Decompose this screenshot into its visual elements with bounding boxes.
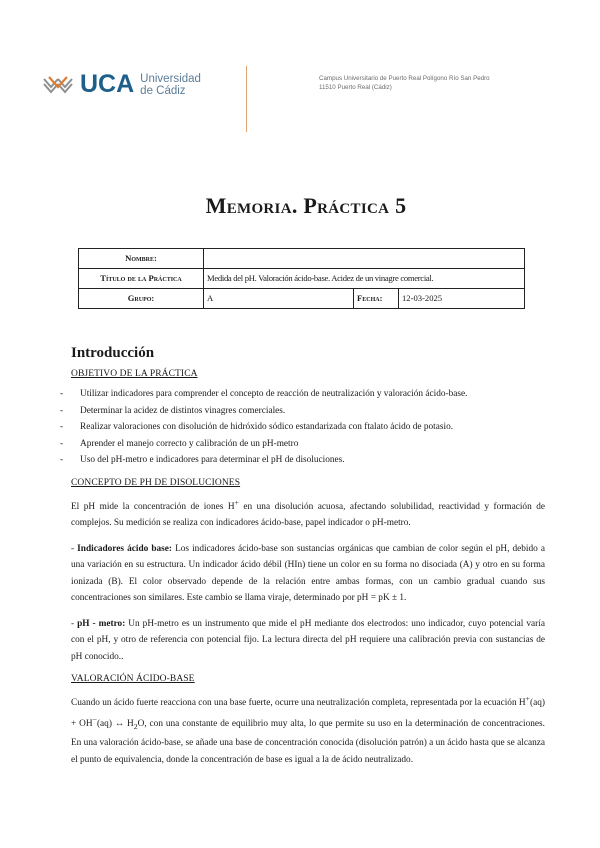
uca-wordmark: UCA (80, 70, 135, 98)
titulo-label: Título de la Práctica (79, 269, 204, 289)
fecha-value: 12-03-2025 (399, 289, 525, 309)
valoracion-paragraph: Cuando un ácido fuerte reacciona con una base fuerte, ocurre una neutralización completa, representada por la ecuación H+(aq) + OH−(aq) ↔ $H_2O$, con una constante de equilibrio muy alta, lo que permite su uso en la determinación de concentraciones. En una valoración ácido-base, se añade una base de concentración conocida (disolución patrón) a un ácido hasta que se alcanza el punto de equivalencia, donde la concentración de base es igual a la de ácido neutralizado. (71, 694, 545, 765)
list-item: - Determinar la acidez de distintos vinagres comerciales. (60, 405, 286, 416)
main-content (60, 345, 546, 777)
nombre-value (204, 249, 525, 269)
objetivos-list (60, 386, 545, 469)
table-row (79, 269, 525, 289)
header-divider (246, 66, 247, 132)
uca-emblem-icon (42, 73, 74, 97)
page-title: Memoria. Práctica 5 (205, 193, 407, 218)
info-table (78, 248, 525, 309)
list-item: - Uso del pH-metro e indicadores para determinar el pH de disoluciones. (60, 455, 345, 465)
grupo-value: A (204, 289, 354, 309)
page-header (42, 62, 562, 132)
titulo-value: Medida del pH. Valoración ácido-base. Acidez de un vinagre comercial. (204, 269, 525, 289)
phmetro-paragraph: - pH - metro: Un pH-metro es un instrumento que mide el pH mediante dos electrodos: uno indicador, cuyo potencial varía con el pH, y otro de referencia con potencial fijo. La lectura directa del pH requiere una calibración previa con sustancias de pH conocido.. (71, 618, 545, 662)
list-item: - Realizar valoraciones con disolución de hidróxido sódico estandarizada con ftalato ácido de potasio. (60, 422, 454, 432)
table-row (79, 249, 525, 269)
campus-address: Campus Universitario de Puerto Real Polígono Río San Pedro 11510 Puerto Real (Cádiz) (319, 75, 490, 91)
concepto-heading: CONCEPTO DE PH DE DISOLUCIONES (71, 477, 241, 488)
grupo-label: Grupo: (79, 289, 204, 309)
university-name: Universidad de Cádiz (140, 72, 201, 97)
uca-logo (42, 70, 201, 99)
intro-heading: Introducción (71, 345, 155, 361)
indicadores-paragraph: - Indicadores ácido base: Los indicadores ácido-base son sustancias orgánicas que cambian de color según el pH, debido a una variación en su estructura. Un indicador ácido débil (HIn) tiene un color en su forma no disociada (A) y otro en su forma ionizada (B). El color observado depende de la relación entre ambas formas, con un cambio gradual cuando sus concentraciones son similares. Este cambio se llama viraje, determinado por pH = pK ± 1. (71, 543, 546, 604)
objetivo-heading: OBJETIVO DE LA PRÁCTICA (71, 369, 198, 379)
table-row (79, 289, 525, 309)
fecha-label: Fecha: (354, 289, 399, 309)
nombre-label: Nombre: (79, 249, 204, 269)
concepto-paragraph: El pH mide la concentración de iones H+ en una disolución acuosa, afectando solubilidad, reactividad y formación de complejos. Su medición se realiza con indicadores ácido-base, papel indicador o pH-metro. (71, 497, 545, 529)
list-item: - Aprender el manejo correcto y calibración de un pH-metro (60, 438, 299, 449)
valoracion-heading: VALORACIÓN ÁCIDO-BASE (71, 674, 195, 685)
list-item: - Utilizar indicadores para comprender el concepto de reacción de neutralización y valoración ácido-base. (60, 389, 468, 399)
